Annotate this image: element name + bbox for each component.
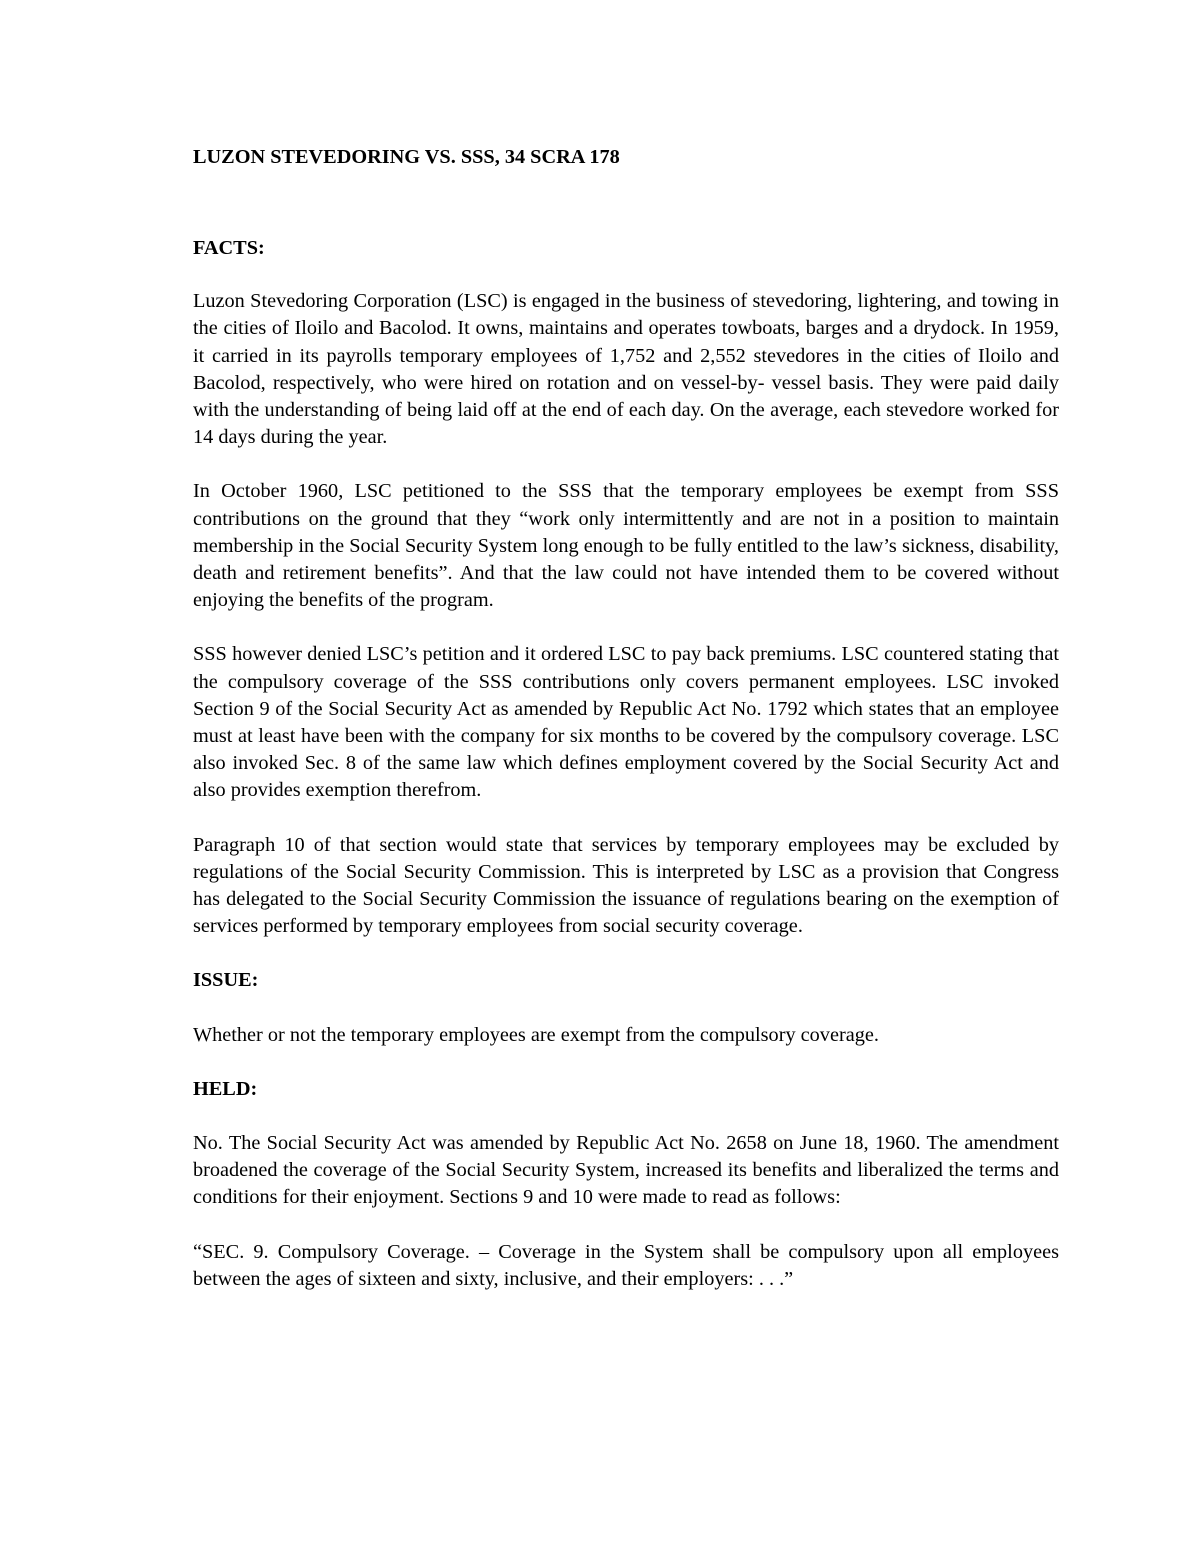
held-paragraph-1: No. The Social Security Act was amended by Republic Act No. 2658 on June 18, 1960. The amendment broadened the coverage of the Social Security System, increased its benefits and liberalized the terms and conditions for their enjoyment. Sections 9 and 10 were made to read as follows: bbox=[193, 1132, 1059, 1209]
facts-paragraph-1: Luzon Stevedoring Corporation (LSC) is engaged in the business of stevedoring, lightering, and towing in the cities of Iloilo and Bacolod. It owns, maintains and operates towboats, barges and a drydock. In 1959, it carried in its payrolls temporary employees of 1,752 and 2,552 stevedores in the cities of Iloilo and Bacolod, respectively, who were hired on rotation and on vessel-by- vessel basis. They were paid daily with the understanding of being laid off at the end of each day. On the average, each stevedore worked for 14 days during the year. bbox=[193, 290, 1059, 449]
held-heading: HELD: bbox=[193, 1077, 258, 1100]
facts-paragraph-4: Paragraph 10 of that section would state that services by temporary employees may be excluded by regulations of the Social Security Commission. This is interpreted by LSC as a provision that Congress has delegated to the Social Security Commission the issuance of regulations bearing on the exemption of services performed by temporary employees from social security coverage. bbox=[193, 833, 1059, 938]
facts-heading: FACTS: bbox=[193, 237, 265, 259]
held-paragraph-2: “SEC. 9. Compulsory Coverage. – Coverage in the System shall be compulsory upon all employees between the ages of sixteen and sixty, inclusive, and their employers: . . .” bbox=[193, 1240, 1059, 1290]
issue-text: Whether or not the temporary employees are exempt from the compulsory coverage. bbox=[193, 1023, 879, 1046]
facts-paragraph-2: In October 1960, LSC petitioned to the SSS that the temporary employees be exempt from SSS contributions on the ground that they “work only intermittently and are not in a position to maintain membership in the Social Security System long enough to be fully entitled to the law’s sickness, disability, death and retirement benefits”. And that the law could not have intended them to be covered without enjoying the benefits of the program. bbox=[193, 480, 1059, 612]
document-body bbox=[193, 144, 1059, 1293]
case-title: LUZON STEVEDORING VS. SSS, 34 SCRA 178 bbox=[193, 146, 620, 168]
facts-paragraph-3: SSS however denied LSC’s petition and it ordered LSC to pay back premiums. LSC countered stating that the compulsory coverage of the SSS contributions only covers permanent employees. LSC invoked Section 9 of the Social Security Act as amended by Republic Act No. 1792 which states that an employee must at least have been with the company for six months to be covered by the compulsory coverage. LSC also invoked Sec. 8 of the same law which defines employment covered by the Social Security Act and also provides exemption therefrom. bbox=[193, 643, 1059, 802]
issue-heading: ISSUE: bbox=[193, 969, 259, 992]
